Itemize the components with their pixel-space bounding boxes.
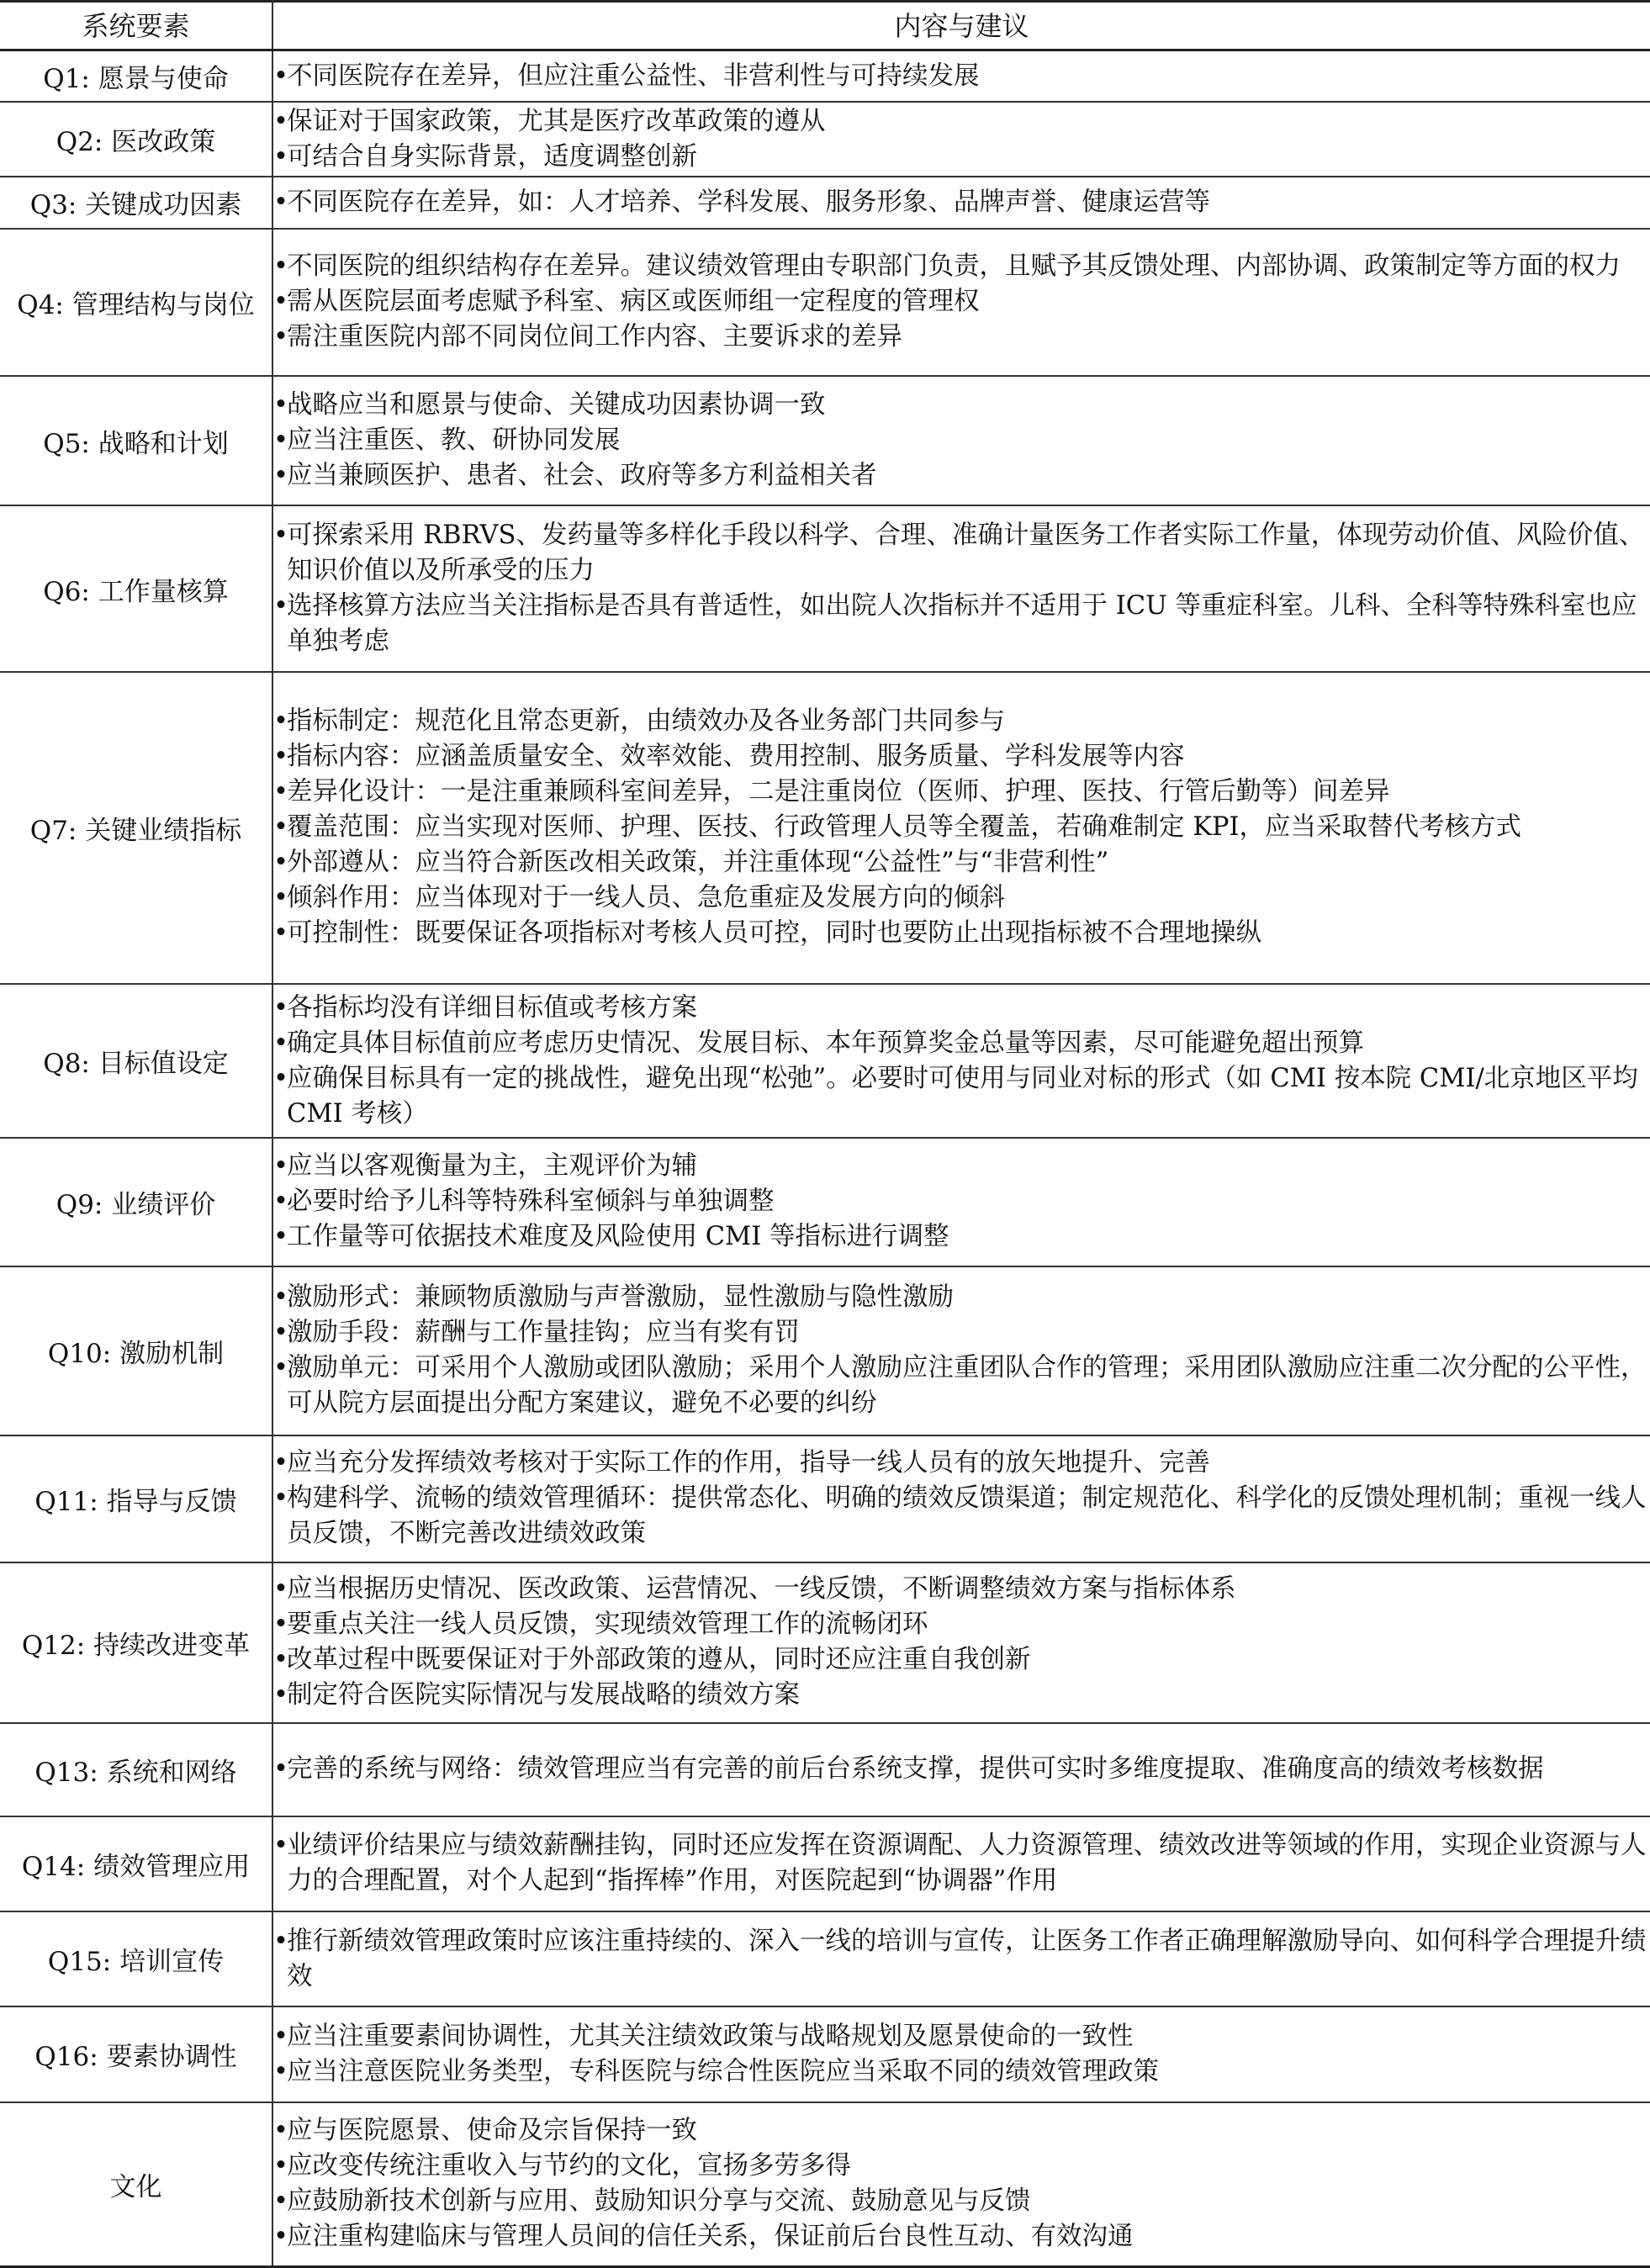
suggestion-item: • 不同医院的组织结构存在差异。建议绩效管理由专职部门负责，且赋予其反馈处理、内部协调、政策制定等方面的权力 [273, 249, 1650, 284]
suggestion-item: • 不同医院存在差异，但应注重公益性、非营利性与可持续发展 [273, 59, 1650, 94]
table-row [0, 376, 1650, 506]
system-element-cell: Q10: 激励机制 [0, 1266, 272, 1435]
table-row [0, 1723, 1650, 1816]
suggestion-list [273, 1280, 1650, 1421]
suggestion-list [273, 59, 1650, 94]
system-element-cell: Q9: 业绩评价 [0, 1138, 272, 1266]
table-row [0, 1562, 1650, 1723]
suggestion-item: • 倾斜作用：应当体现对于一线人员、急危重症及发展方向的倾斜 [273, 880, 1650, 916]
system-element-cell: Q11: 指导与反馈 [0, 1435, 272, 1562]
content-cell [272, 984, 1650, 1138]
content-cell [272, 505, 1650, 672]
system-element-cell: Q1: 愿景与使命 [0, 50, 272, 103]
suggestion-item: • 应当充分发挥绩效考核对于实际工作的作用，指导一线人员有的放矢地提升、完善 [273, 1446, 1650, 1481]
suggestion-item: • 激励单元：可采用个人激励或团队激励；采用个人激励应注重团队合作的管理；采用团队激励应注重二次分配的公平性，可从院方层面提出分配方案建议，避免不必要的纠纷 [273, 1351, 1650, 1421]
suggestion-item: • 覆盖范围：应当实现对医师、护理、医技、行政管理人员等全覆盖，若确难制定 KPI，应当采取替代考核方式 [273, 810, 1650, 845]
suggestion-item: • 外部遵从：应当符合新医改相关政策，并注重体现“公益性”与“非营利性” [273, 845, 1650, 880]
content-cell [272, 1266, 1650, 1435]
suggestion-item: • 工作量等可依据技术难度及风险使用 CMI 等指标进行调整 [273, 1219, 1650, 1255]
suggestion-list [273, 1572, 1650, 1713]
table-row [0, 1138, 1650, 1266]
suggestion-list [273, 185, 1650, 220]
system-element-cell: Q4: 管理结构与岗位 [0, 229, 272, 376]
system-element-cell: Q3: 关键成功因素 [0, 177, 272, 229]
suggestion-item: • 不同医院存在差异，如：人才培养、学科发展、服务形象、品牌声誉、健康运营等 [273, 185, 1650, 220]
suggestion-item: • 指标内容：应涵盖质量安全、效率效能、费用控制、服务质量、学科发展等内容 [273, 739, 1650, 775]
suggestion-item: • 激励形式：兼顾物质激励与声誉激励，显性激励与隐性激励 [273, 1280, 1650, 1315]
suggestion-item: • 应与医院愿景、使命及宗旨保持一致 [273, 2113, 1650, 2149]
table-row [0, 177, 1650, 229]
content-cell [272, 2102, 1650, 2267]
suggestion-item: • 需注重医院内部不同岗位间工作内容、主要诉求的差异 [273, 320, 1650, 355]
table-row [0, 672, 1650, 984]
suggestion-item: • 推行新绩效管理政策时应该注重持续的、深入一线的培训与宣传，让医务工作者正确理解激励导向、如何科学合理提升绩效 [273, 1924, 1650, 1995]
system-element-cell: Q7: 关键业绩指标 [0, 672, 272, 984]
table-row [0, 1816, 1650, 1911]
content-cell [272, 672, 1650, 984]
suggestion-item: • 可探索采用 RBRVS、发药量等多样化手段以科学、合理、准确计量医务工作者实际工作量，体现劳动价值、风险价值、知识价值以及所承受的压力 [273, 518, 1650, 589]
content-cell [272, 1723, 1650, 1816]
header-system-element: 系统要素 [0, 0, 272, 50]
table-row [0, 505, 1650, 672]
table-header-row [0, 0, 1650, 50]
content-cell [272, 376, 1650, 506]
suggestion-item: • 激励手段：薪酬与工作量挂钩；应当有奖有罚 [273, 1315, 1650, 1351]
system-element-cell: Q15: 培训宣传 [0, 1911, 272, 2006]
suggestion-list [273, 2019, 1650, 2090]
suggestion-list [273, 1924, 1650, 1995]
suggestion-item: • 应当兼顾医护、患者、社会、政府等多方利益相关者 [273, 458, 1650, 494]
content-cell [272, 1138, 1650, 1266]
suggestion-item: • 可控制性：既要保证各项指标对考核人员可控，同时也要防止出现指标被不合理地操纵 [273, 916, 1650, 951]
table-row [0, 984, 1650, 1138]
suggestion-list [273, 704, 1650, 951]
table-row [0, 50, 1650, 103]
content-cell [272, 229, 1650, 376]
table-body [0, 50, 1650, 2267]
header-content-suggestion: 内容与建议 [272, 0, 1650, 50]
table-row [0, 229, 1650, 376]
table-row [0, 1266, 1650, 1435]
suggestion-item: • 战略应当和愿景与使命、关键成功因素协调一致 [273, 388, 1650, 423]
system-element-cell: Q2: 医改政策 [0, 102, 272, 177]
suggestion-list [273, 2113, 1650, 2255]
content-cell [272, 1435, 1650, 1562]
suggestion-item: • 应当根据历史情况、医改政策、运营情况、一线反馈，不断调整绩效方案与指标体系 [273, 1572, 1650, 1607]
table-row [0, 2006, 1650, 2101]
suggestion-item: • 改革过程中既要保证对于外部政策的遵从，同时还应注重自我创新 [273, 1642, 1650, 1678]
table-row [0, 102, 1650, 177]
suggestion-list [273, 1149, 1650, 1255]
content-cell [272, 1562, 1650, 1723]
table-row [0, 2102, 1650, 2267]
content-cell [272, 2006, 1650, 2101]
suggestion-item: • 要重点关注一线人员反馈，实现绩效管理工作的流畅闭环 [273, 1607, 1650, 1642]
suggestion-list [273, 1828, 1650, 1899]
suggestion-item: • 保证对于国家政策，尤其是医疗改革政策的遵从 [273, 104, 1650, 140]
suggestion-item: • 构建科学、流畅的绩效管理循环：提供常态化、明确的绩效反馈渠道；制定规范化、科学化的反馈处理机制；重视一线人员反馈，不断完善改进绩效政策 [273, 1481, 1650, 1552]
suggestion-item: • 需从医院层面考虑赋予科室、病区或医师组一定程度的管理权 [273, 284, 1650, 320]
system-element-cell: Q14: 绩效管理应用 [0, 1816, 272, 1911]
system-element-cell: Q16: 要素协调性 [0, 2006, 272, 2101]
suggestion-list [273, 1752, 1650, 1787]
suggestion-item: • 各指标均没有详细目标值或考核方案 [273, 991, 1650, 1026]
system-element-cell: Q5: 战略和计划 [0, 376, 272, 506]
content-cell [272, 1911, 1650, 2006]
suggestion-item: • 指标制定：规范化且常态更新，由绩效办及各业务部门共同参与 [273, 704, 1650, 739]
suggestion-list [273, 249, 1650, 355]
suggestion-item: • 应当以客观衡量为主，主观评价为辅 [273, 1149, 1650, 1184]
suggestion-item: • 可结合自身实际背景，适度调整创新 [273, 140, 1650, 175]
table-row [0, 1911, 1650, 2006]
system-element-cell: Q13: 系统和网络 [0, 1723, 272, 1816]
content-cell [272, 177, 1650, 229]
suggestion-item: • 制定符合医院实际情况与发展战略的绩效方案 [273, 1678, 1650, 1713]
suggestion-item: • 应当注重医、教、研协同发展 [273, 423, 1650, 458]
content-cell [272, 1816, 1650, 1911]
suggestion-item: • 应确保目标具有一定的挑战性，避免出现“松弛”。必要时可使用与同业对标的形式（如 CMI 按本院 CMI/北京地区平均 CMI 考核） [273, 1061, 1650, 1132]
suggestion-item: • 应当注重要素间协调性，尤其关注绩效政策与战略规划及愿景使命的一致性 [273, 2019, 1650, 2054]
suggestion-list [273, 388, 1650, 494]
suggestion-item: • 应改变传统注重收入与节约的文化，宣扬多劳多得 [273, 2149, 1650, 2184]
system-element-cell: Q6: 工作量核算 [0, 505, 272, 672]
suggestion-item: • 应鼓励新技术创新与应用、鼓励知识分享与交流、鼓励意见与反馈 [273, 2184, 1650, 2219]
suggestion-item: • 应当注意医院业务类型，专科医院与综合性医院应当采取不同的绩效管理政策 [273, 2054, 1650, 2090]
content-cell [272, 102, 1650, 177]
content-cell [272, 50, 1650, 103]
suggestion-item: • 差异化设计：一是注重兼顾科室间差异，二是注重岗位（医师、护理、医技、行管后勤等）间差异 [273, 775, 1650, 810]
suggestion-list [273, 104, 1650, 175]
suggestion-item: • 业绩评价结果应与绩效薪酬挂钩，同时还应发挥在资源调配、人力资源管理、绩效改进等领域的作用，实现企业资源与人力的合理配置，对个人起到“指挥棒”作用，对医院起到“协调器”作用 [273, 1828, 1650, 1899]
suggestion-list [273, 1446, 1650, 1552]
suggestion-list [273, 518, 1650, 659]
system-element-cell: Q8: 目标值设定 [0, 984, 272, 1138]
suggestion-list [273, 991, 1650, 1132]
system-element-cell: 文化 [0, 2102, 272, 2267]
suggestion-item: • 应注重构建临床与管理人员间的信任关系，保证前后台良性互动、有效沟通 [273, 2219, 1650, 2255]
system-element-cell: Q12: 持续改进变革 [0, 1562, 272, 1723]
suggestion-item: • 必要时给予儿科等特殊科室倾斜与单独调整 [273, 1184, 1650, 1219]
suggestion-item: • 确定具体目标值前应考虑历史情况、发展目标、本年预算奖金总量等因素，尽可能避免超出预算 [273, 1026, 1650, 1061]
table-row [0, 1435, 1650, 1562]
suggestion-item: • 选择核算方法应当关注指标是否具有普适性，如出院人次指标并不适用于 ICU 等重症科室。儿科、全科等特殊科室也应单独考虑 [273, 589, 1650, 659]
suggestion-item: • 完善的系统与网络：绩效管理应当有完善的前后台系统支撑，提供可实时多维度提取、准确度高的绩效考核数据 [273, 1752, 1650, 1787]
